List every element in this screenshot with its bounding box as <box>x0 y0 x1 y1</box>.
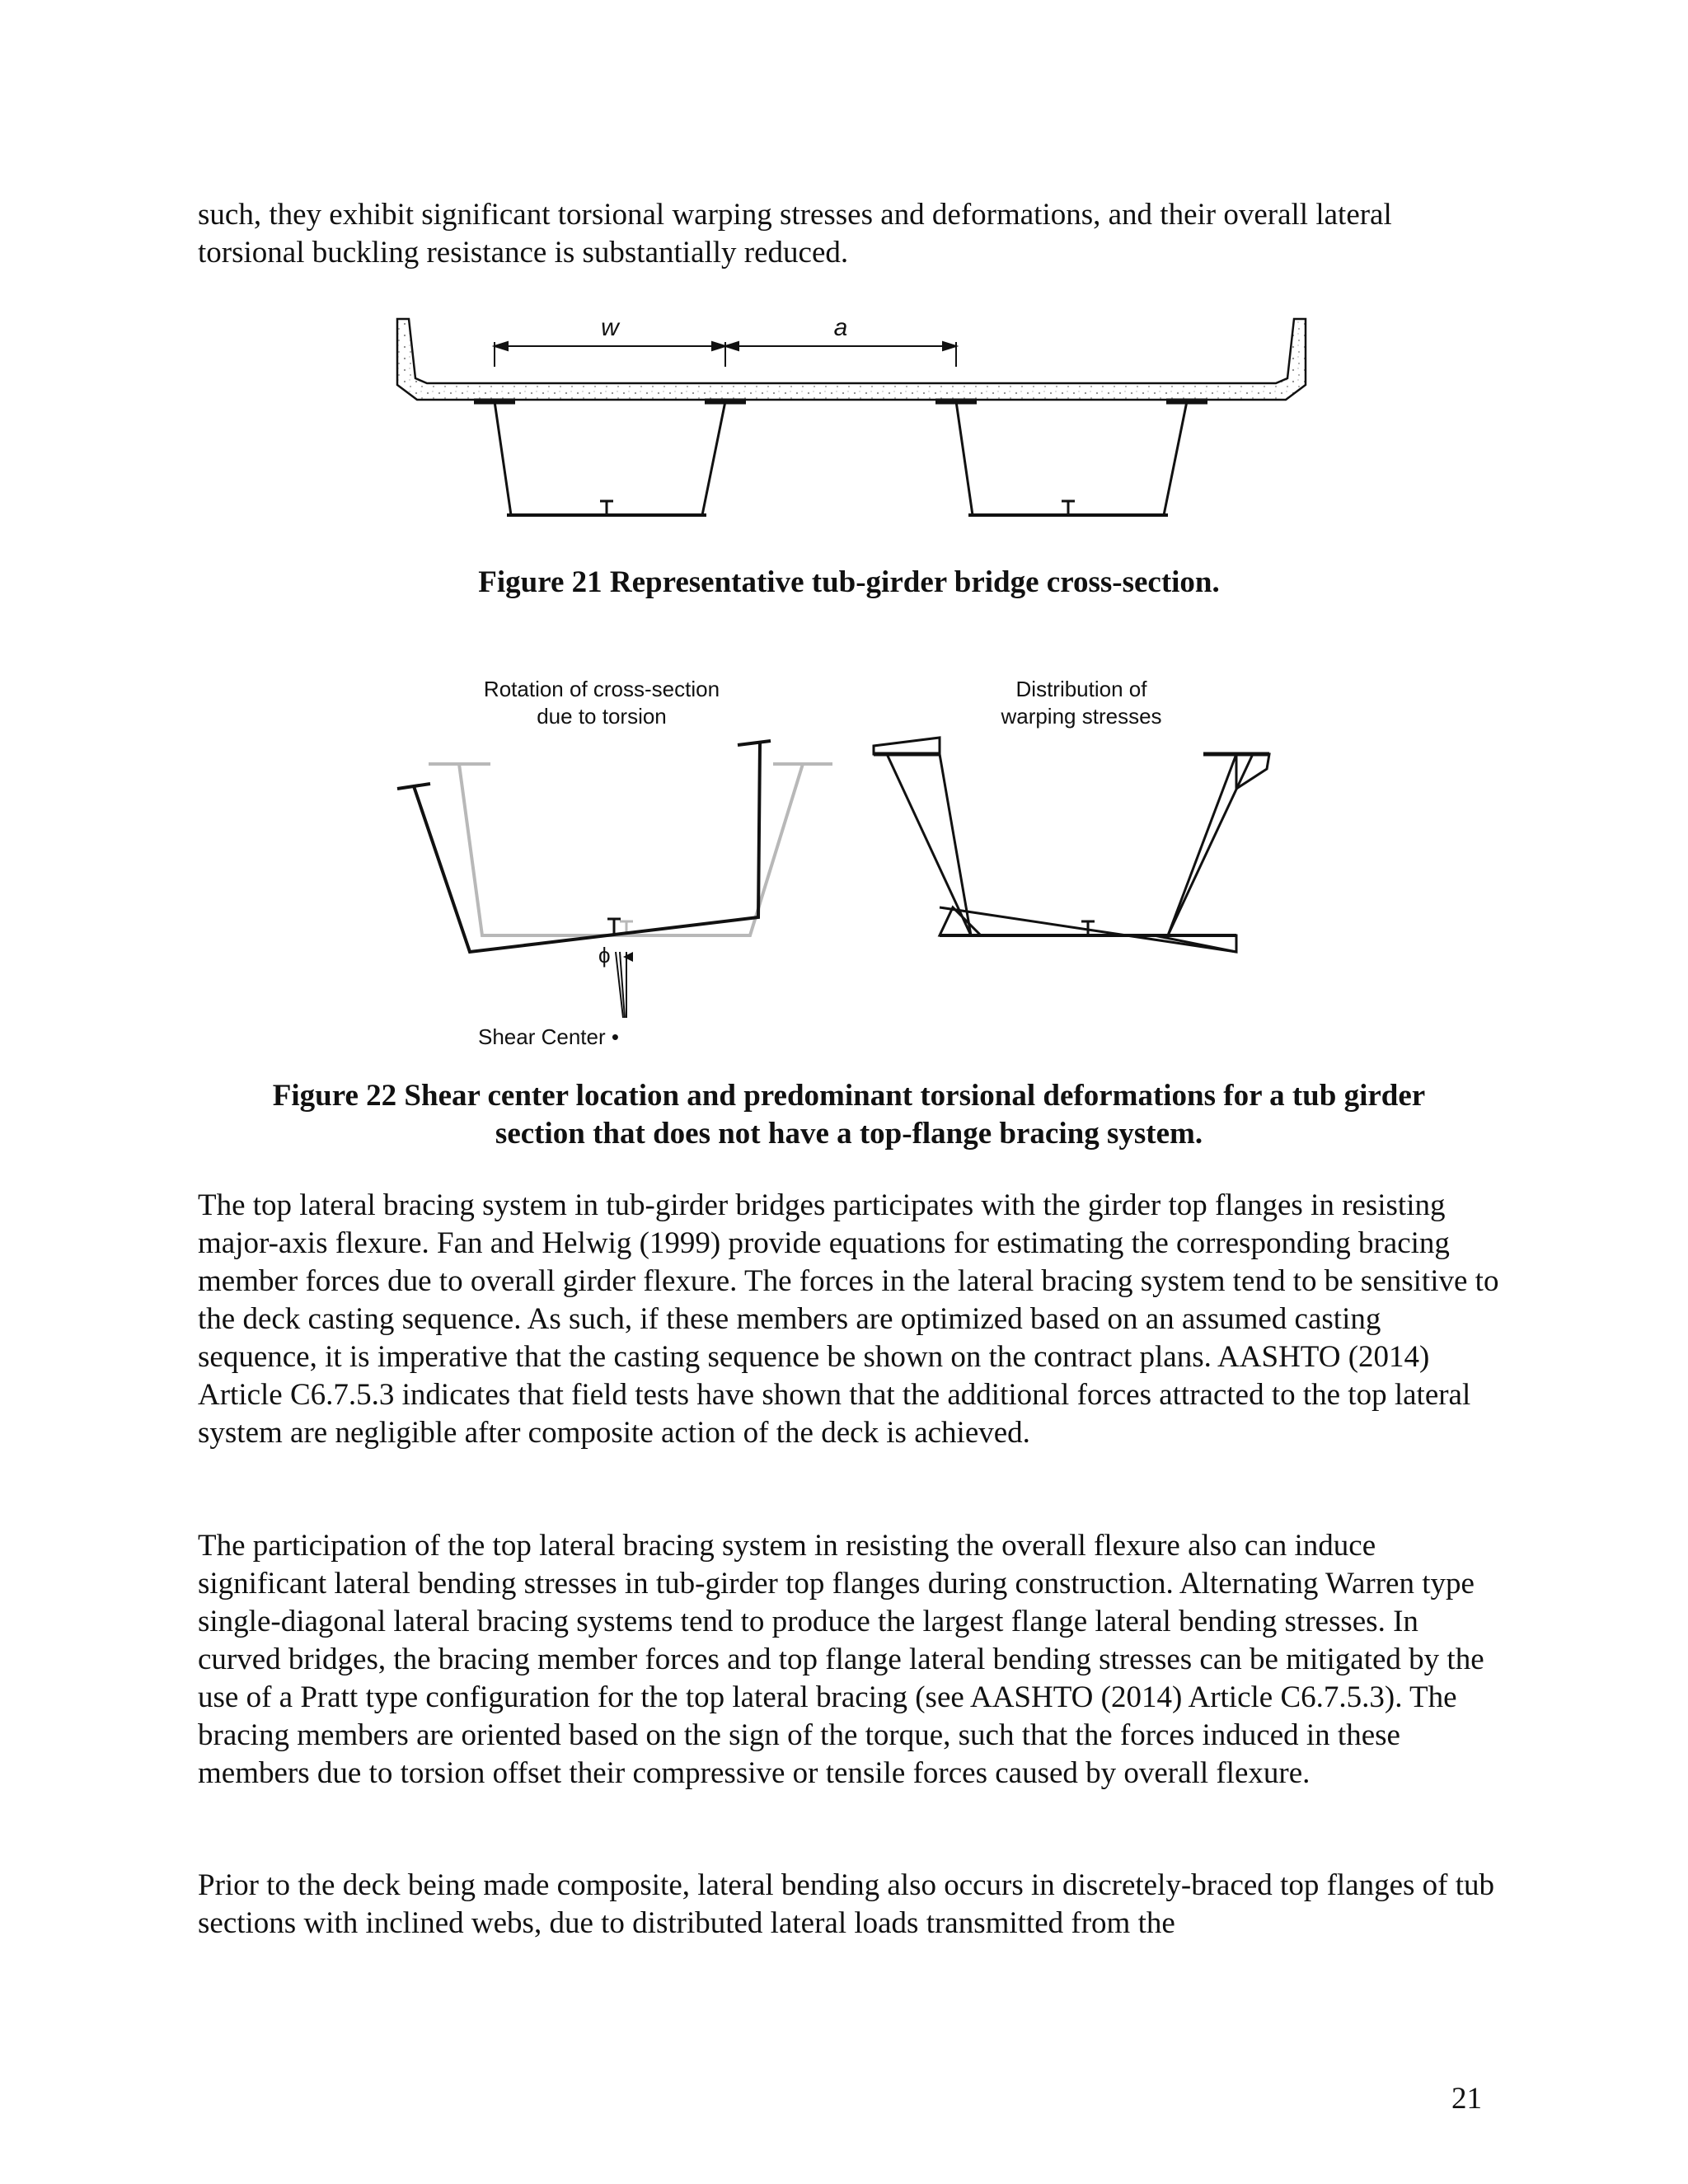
tub-girders <box>495 401 1187 515</box>
figure-22-caption-line1: Figure 22 Shear center location and predominant torsional deformations for a tub girder <box>272 1079 1426 1113</box>
figure-21-caption: Figure 21 Representative tub-girder bridge cross-section. <box>478 565 1220 599</box>
paragraph-participation: The participation of the top lateral bracing system in resisting the overall flexure also can induce significant lateral bending stresses in tub-girder top flanges during construction. Alternating Warren type single-diagonal lateral bracing systems tend to produce the largest flange lateral bending stresses. In curved bridges, the bracing member forces and top flange lateral bending stresses can be mitigated by the use of a Pratt type configuration for the top lateral bracing (see AASHTO (2014) Article C6.7.5.3). The bracing members are oriented based on the sign of the torque, such that the forces induced in these members due to torsion offset their compressive or tensile forces caused by overall flexure. <box>198 1529 1484 1790</box>
label-rotation-line2: due to torsion <box>537 704 667 729</box>
concrete-deck <box>397 319 1306 400</box>
paragraph-intro: such, they exhibit significant torsional warping stresses and deformations, and their overall lateral torsional buckling resistance is substantially reduced. <box>198 198 1392 269</box>
label-distribution-line1: Distribution of <box>1015 677 1147 701</box>
figure-21-diagram <box>379 309 1327 532</box>
dimension-lines <box>495 342 956 367</box>
figure-22-caption-line2: section that does not have a top-flange bracing system. <box>495 1117 1203 1151</box>
dimension-label-w: w <box>601 314 619 341</box>
rotated-section <box>397 741 771 1018</box>
warping-stress-section <box>874 738 1269 952</box>
page-number: 21 <box>1451 2082 1482 2116</box>
label-rotation-line1: Rotation of cross-section <box>483 677 720 701</box>
paragraph-prior-to-deck: Prior to the deck being made composite, lateral bending also occurs in discretely-braced top flanges of tub sections with inclined webs, due to distributed lateral loads transmitted from the <box>198 1868 1495 1940</box>
phi-symbol: ϕ <box>598 943 611 968</box>
paragraph-top-lateral-bracing: The top lateral bracing system in tub-girder bridges participates with the girder top flanges in resisting major-axis flexure. Fan and Helwig (1999) provide equations for estimating the corresponding bracing member forces due to overall girder flexure. The forces in the lateral bracing system tend to be sensitive to the deck casting sequence. As such, if these members are optimized based on an assumed casting sequence, it is imperative that the casting sequence be shown on the contract plans. AASHTO (2014) Article C6.7.5.3 indicates that field tests have shown that the additional forces attracted to the top lateral system are negligible after composite action of the deck is achieved. <box>198 1188 1499 1450</box>
label-distribution-line2: warping stresses <box>1001 704 1162 729</box>
figure-22-diagram <box>379 672 1327 1067</box>
undeformed-section <box>429 764 832 935</box>
dimension-label-a: a <box>833 314 848 341</box>
label-shear-center: Shear Center • <box>478 1024 619 1049</box>
